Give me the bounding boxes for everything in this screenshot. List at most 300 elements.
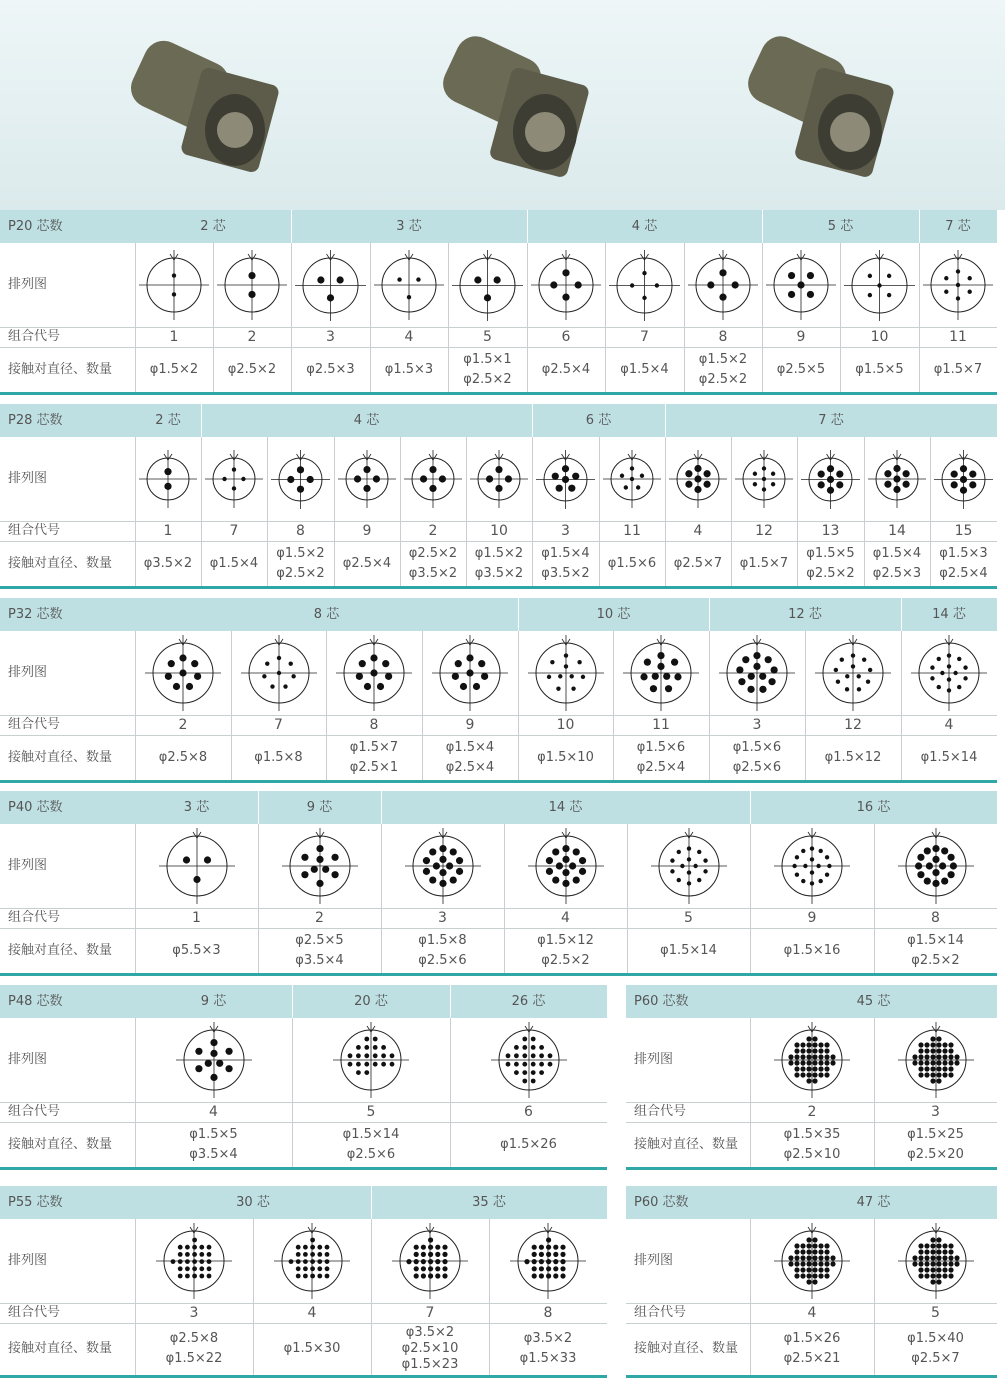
pin-arrangement-diagram	[203, 448, 265, 510]
contact-pin	[539, 1273, 544, 1278]
contact-pin	[563, 664, 567, 668]
contact-pin	[902, 481, 909, 488]
contact-spec: φ2.5×2	[911, 952, 960, 968]
contact-pin	[185, 1245, 190, 1250]
contact-pin	[539, 1062, 544, 1067]
contact-pin	[840, 657, 844, 661]
contact-pin	[657, 652, 664, 659]
group-divider	[527, 210, 528, 243]
contact-pin	[663, 673, 670, 680]
contact-pin	[812, 1279, 817, 1284]
contact-pin	[818, 1261, 823, 1266]
contact-pin	[514, 1062, 519, 1067]
contact-pin	[620, 474, 624, 478]
combination-code: 12	[755, 523, 773, 539]
contact-pin	[924, 1054, 929, 1059]
contact-spec: φ1.5×14	[660, 942, 717, 958]
contact-pin	[553, 1245, 558, 1250]
contact-pin	[924, 1048, 929, 1053]
contact-pin	[753, 652, 760, 659]
pin-arrangement-diagram	[842, 248, 917, 323]
contact-pin	[912, 1054, 917, 1059]
row-label-spec: 接触对直径、数量	[634, 1137, 739, 1152]
contact-pin	[422, 868, 429, 875]
contact-pin	[806, 1267, 811, 1272]
group-header: 14 芯	[932, 607, 966, 622]
contact-pin	[948, 1054, 953, 1059]
contact-pin	[812, 1036, 817, 1041]
contact-pin	[924, 1243, 929, 1248]
contact-pin	[762, 487, 766, 491]
contact-spec: φ2.5×2	[408, 545, 458, 561]
contact-pin	[812, 1066, 817, 1071]
contact-pin	[270, 684, 274, 688]
contact-pin	[930, 1255, 935, 1260]
contact-pin	[827, 864, 831, 868]
contact-pin	[812, 1237, 817, 1242]
contact-pin	[310, 1252, 315, 1257]
contact-pin	[442, 1245, 447, 1250]
contact-pin	[370, 669, 377, 676]
contact-pin	[203, 856, 210, 863]
contact-pin	[495, 466, 502, 473]
contact-pin	[560, 1259, 565, 1264]
contact-pin	[936, 1048, 941, 1053]
contact-pin	[442, 1273, 447, 1278]
contact-spec: φ1.5×2	[149, 361, 199, 377]
contact-spec: φ2.5×3	[306, 361, 355, 377]
contact-pin	[421, 1259, 426, 1264]
contact-pin	[936, 1078, 941, 1083]
contact-pin	[562, 475, 569, 482]
contact-pin	[296, 1266, 301, 1271]
combination-code: 1	[163, 523, 173, 539]
contact-pin	[429, 485, 436, 492]
contact-spec: φ1.5×7	[933, 361, 983, 377]
contact-pin	[194, 673, 201, 680]
contact-pin	[568, 484, 575, 491]
contact-spec: φ2.5×21	[783, 1351, 841, 1366]
contact-pin	[460, 683, 467, 690]
combination-code: 12	[844, 717, 862, 733]
row-label-spec: 接触对直径、数量	[8, 943, 113, 958]
combination-code: 5	[931, 1305, 940, 1321]
contact-spec: φ1.5×16	[783, 942, 841, 958]
contact-pin	[686, 881, 690, 885]
group-header: 9 芯	[306, 800, 333, 815]
contact-spec: φ1.5×7	[349, 739, 399, 755]
contact-pin	[824, 1243, 829, 1248]
section-bottom-rule	[0, 973, 997, 976]
contact-pin	[830, 1054, 835, 1059]
contact-pin	[930, 1036, 935, 1041]
contact-pin	[918, 1060, 923, 1065]
contact-pin	[685, 481, 692, 488]
contact-pin	[428, 1273, 433, 1278]
contact-pin	[948, 1072, 953, 1077]
contact-pin	[303, 1252, 308, 1257]
contact-pin	[545, 857, 552, 864]
contact-spec: φ1.5×2	[474, 545, 524, 561]
row-label-spec: 接触对直径、数量	[8, 1341, 113, 1356]
group-divider	[518, 598, 519, 631]
contact-pin	[442, 1252, 447, 1257]
contact-pin	[265, 661, 269, 665]
combination-code: 6	[561, 329, 571, 345]
contact-pin	[192, 1259, 197, 1264]
group-header: 47 芯	[856, 1195, 891, 1210]
contact-pin	[942, 1249, 947, 1254]
contact-pin	[524, 1259, 529, 1264]
contact-pin	[812, 1078, 817, 1083]
pin-arrangement-diagram	[154, 1221, 234, 1301]
contact-pin	[232, 486, 236, 490]
combination-code: 3	[326, 329, 335, 345]
contact-pin	[810, 857, 814, 861]
row-label-code: 组合代号	[8, 717, 61, 732]
contact-pin	[192, 1238, 197, 1243]
contact-spec: φ3.5×2	[474, 565, 524, 581]
contact-spec: φ3.5×4	[189, 1146, 238, 1162]
contact-pin	[824, 1261, 829, 1266]
contact-pin	[824, 1042, 829, 1047]
row-label-spec: 接触对直径、数量	[8, 750, 113, 765]
contact-pin	[530, 1062, 535, 1067]
contact-pin	[439, 475, 446, 482]
contact-pin	[185, 1252, 190, 1257]
contact-pin	[296, 1274, 301, 1279]
contact-spec: φ1.5×33	[519, 1351, 577, 1366]
contact-pin	[556, 686, 560, 690]
combination-code: 4	[404, 329, 414, 345]
group-divider	[762, 210, 763, 243]
contact-pin	[373, 475, 380, 482]
pin-arrangement-diagram	[468, 448, 530, 510]
contact-pin	[969, 481, 976, 488]
contact-pin	[924, 1267, 929, 1272]
contact-pin	[963, 676, 967, 680]
contact-pin	[452, 673, 459, 680]
row-label-code: 组合代号	[8, 910, 61, 925]
contact-pin	[939, 862, 946, 869]
contact-pin	[331, 854, 338, 861]
combination-code: 11	[949, 329, 967, 345]
section-title: P60 芯数	[634, 994, 689, 1009]
contact-pin	[771, 482, 775, 486]
contact-pin	[481, 673, 488, 680]
contact-pin	[291, 674, 295, 678]
contact-pin	[182, 856, 189, 863]
pin-arrangement-diagram	[529, 248, 603, 322]
contact-pin	[199, 1252, 204, 1257]
contact-pin	[825, 855, 829, 859]
row-divider	[0, 735, 997, 736]
pin-arrangement-diagram	[772, 1221, 852, 1301]
contact-spec: φ1.5×35	[783, 1126, 841, 1142]
contact-pin	[918, 1261, 923, 1266]
contact-pin	[818, 1066, 823, 1071]
contact-pin	[942, 1048, 947, 1053]
contact-pin	[794, 1255, 799, 1260]
contact-pin	[800, 1267, 805, 1272]
contact-pin	[940, 671, 944, 675]
contact-pin	[794, 1054, 799, 1059]
contact-pin	[310, 1259, 315, 1264]
contact-pin	[414, 1266, 419, 1271]
section-bottom-rule	[0, 1167, 607, 1170]
contact-pin	[937, 657, 941, 661]
combination-code: 7	[274, 717, 283, 733]
pin-arrangement-diagram	[430, 633, 510, 713]
contact-pin	[918, 1255, 923, 1260]
contact-pin	[553, 1259, 558, 1264]
contact-spec: φ2.5×2	[463, 371, 512, 387]
contact-pin	[771, 472, 775, 476]
contact-pin	[283, 684, 287, 688]
contact-pin	[694, 486, 701, 493]
contact-pin	[812, 1249, 817, 1254]
group-header: 7 芯	[818, 413, 844, 428]
contact-spec: φ3.5×2	[541, 565, 590, 581]
contact-pin	[884, 481, 891, 488]
section-title: P40 芯数	[8, 800, 63, 815]
contact-pin	[954, 1255, 959, 1260]
group-divider	[750, 791, 751, 824]
contact-pin	[942, 1261, 947, 1266]
contact-pin	[930, 1042, 935, 1047]
contact-pin	[373, 1045, 378, 1050]
contact-pin	[866, 680, 870, 684]
contact-pin	[794, 1060, 799, 1065]
pin-arrangement-diagram	[331, 1020, 411, 1100]
contact-pin	[936, 1267, 941, 1272]
row-label-diagram: 排列图	[8, 277, 48, 292]
contact-pin	[439, 856, 446, 863]
pin-arrangement-diagram	[174, 1020, 254, 1100]
contact-pin	[960, 465, 967, 472]
contact-pin	[356, 1045, 361, 1050]
contact-pin	[806, 1072, 811, 1077]
contact-pin	[742, 656, 749, 663]
pin-arrangement-diagram	[649, 826, 729, 906]
contact-pin	[800, 1060, 805, 1065]
contact-pin	[546, 1273, 551, 1278]
contact-pin	[824, 1066, 829, 1071]
contact-pin	[818, 1054, 823, 1059]
contact-pin	[936, 1279, 941, 1284]
contact-pin	[640, 673, 647, 680]
contact-pin	[560, 1273, 565, 1278]
pin-arrangement-diagram	[772, 1020, 852, 1100]
contact-pin	[936, 1273, 941, 1278]
contact-pin	[947, 677, 951, 681]
contact-spec: φ2.5×4	[342, 555, 392, 571]
combination-code: 6	[524, 1104, 533, 1120]
contact-pin	[918, 1072, 923, 1077]
contact-pin	[204, 1060, 211, 1067]
combination-code: 3	[189, 1305, 199, 1321]
contact-pin	[546, 1266, 551, 1271]
contact-pin	[547, 1062, 552, 1067]
contact-pin	[428, 1266, 433, 1271]
contact-pin	[289, 1259, 294, 1264]
group-divider	[665, 404, 666, 437]
contact-pin	[364, 1070, 369, 1075]
contact-pin	[800, 1243, 805, 1248]
contact-pin	[936, 1243, 941, 1248]
pin-arrangement-diagram	[403, 826, 483, 906]
contact-pin	[630, 466, 634, 470]
contact-pin	[207, 1274, 212, 1279]
contact-spec: φ1.5×30	[283, 1341, 341, 1356]
contact-pin	[930, 1054, 935, 1059]
contact-pin	[232, 467, 236, 471]
pin-arrangement-diagram	[621, 633, 701, 713]
contact-pin	[936, 1261, 941, 1266]
contact-pin	[806, 1243, 811, 1248]
contact-pin	[800, 1249, 805, 1254]
contact-pin	[912, 1255, 917, 1260]
section-bottom-rule	[0, 1375, 607, 1378]
contact-pin	[807, 272, 814, 279]
contact-pin	[216, 1060, 223, 1067]
combination-code: 8	[369, 717, 379, 733]
contact-pin	[818, 1072, 823, 1077]
contact-pin	[428, 1245, 433, 1250]
contact-pin	[248, 291, 255, 298]
contact-pin	[947, 688, 951, 692]
contact-pin	[199, 1274, 204, 1279]
row-label-code: 组合代号	[634, 1305, 687, 1320]
contact-pin	[862, 657, 866, 661]
contact-spec: φ1.5×8	[418, 932, 467, 948]
contact-pin	[930, 676, 934, 680]
contact-pin	[547, 1053, 552, 1058]
contact-pin	[560, 1252, 565, 1257]
row-label-code: 组合代号	[634, 1104, 687, 1119]
contact-pin	[967, 290, 971, 294]
contact-pin	[303, 1266, 308, 1271]
group-divider	[919, 210, 920, 243]
combination-code: 15	[954, 523, 973, 539]
contact-pin	[546, 1237, 551, 1242]
contact-pin	[851, 664, 855, 668]
contact-spec: φ1.5×3	[384, 361, 434, 377]
section-bottom-rule	[626, 1167, 997, 1170]
group-header: 10 芯	[596, 607, 631, 622]
contact-pin	[562, 869, 569, 876]
contact-pin	[795, 873, 799, 877]
row-divider	[0, 1122, 607, 1123]
contact-pin	[532, 1252, 537, 1257]
contact-pin	[356, 673, 363, 680]
section-bottom-rule	[0, 586, 997, 589]
contact-pin	[694, 475, 701, 482]
contact-pin	[686, 870, 690, 874]
contact-pin	[288, 661, 292, 665]
contact-pin	[192, 1266, 197, 1271]
contact-spec: φ2.5×8	[158, 749, 208, 765]
contact-spec: φ2.5×6	[418, 952, 467, 968]
contact-pin	[857, 687, 861, 691]
contact-pin	[562, 845, 569, 852]
contact-spec: φ3.5×4	[295, 952, 344, 968]
pin-arrangement-diagram	[280, 826, 360, 906]
contact-spec: φ2.5×6	[732, 759, 782, 775]
contact-pin	[956, 283, 960, 287]
contact-pin	[924, 1255, 929, 1260]
contact-pin	[806, 1078, 811, 1083]
contact-pin	[948, 1048, 953, 1053]
contact-pin	[818, 1267, 823, 1272]
pin-arrangement-diagram	[733, 448, 795, 510]
contact-pin	[195, 1048, 202, 1055]
combination-code: 4	[693, 523, 703, 539]
contact-pin	[936, 1249, 941, 1254]
contact-pin	[830, 1261, 835, 1266]
contact-pin	[575, 281, 582, 288]
contact-pin	[924, 1273, 929, 1278]
contact-pin	[473, 683, 480, 690]
contact-pin	[806, 1261, 811, 1266]
contact-pin	[800, 1072, 805, 1077]
contact-pin	[806, 1036, 811, 1041]
contact-pin	[768, 678, 775, 685]
contact-pin	[732, 281, 739, 288]
contact-pin	[421, 1245, 426, 1250]
contact-pin	[210, 1050, 217, 1057]
contact-spec: φ1.5×2	[276, 545, 325, 561]
contact-pin	[930, 1072, 935, 1077]
row-label-diagram: 排列图	[634, 1052, 674, 1067]
contact-pin	[569, 862, 576, 869]
contact-pin	[474, 276, 481, 283]
contact-pin	[951, 470, 958, 477]
contact-pin	[738, 678, 745, 685]
contact-pin	[788, 291, 795, 298]
combination-code: 4	[561, 910, 570, 926]
contact-spec: φ2.5×4	[445, 759, 495, 775]
group-header: 8 芯	[313, 607, 340, 622]
contact-pin	[276, 671, 280, 675]
contact-pin	[806, 1279, 811, 1284]
contact-spec: φ2.5×10	[783, 1146, 841, 1162]
contact-pin	[421, 1266, 426, 1271]
contact-pin	[806, 1042, 811, 1047]
contact-pin	[337, 276, 344, 283]
contact-pin	[530, 1037, 535, 1042]
contact-pin	[924, 1060, 929, 1065]
contact-pin	[930, 665, 934, 669]
contact-pin	[942, 1273, 947, 1278]
group-header: 3 芯	[396, 219, 422, 234]
contact-pin	[937, 685, 941, 689]
contact-pin	[552, 848, 559, 855]
contact-pin	[947, 664, 951, 668]
contact-pin	[532, 1259, 537, 1264]
contact-pin	[505, 1062, 510, 1067]
contact-pin	[325, 1266, 330, 1271]
contact-spec: φ1.5×26	[500, 1136, 557, 1152]
product-banner	[0, 0, 1005, 210]
pin-arrangement-diagram	[137, 448, 199, 510]
contact-pin	[539, 1245, 544, 1250]
contact-spec: φ2.5×4	[636, 759, 686, 775]
contact-pin	[580, 675, 584, 679]
contact-pin	[800, 1054, 805, 1059]
contact-pin	[957, 657, 961, 661]
contact-pin	[827, 465, 834, 472]
